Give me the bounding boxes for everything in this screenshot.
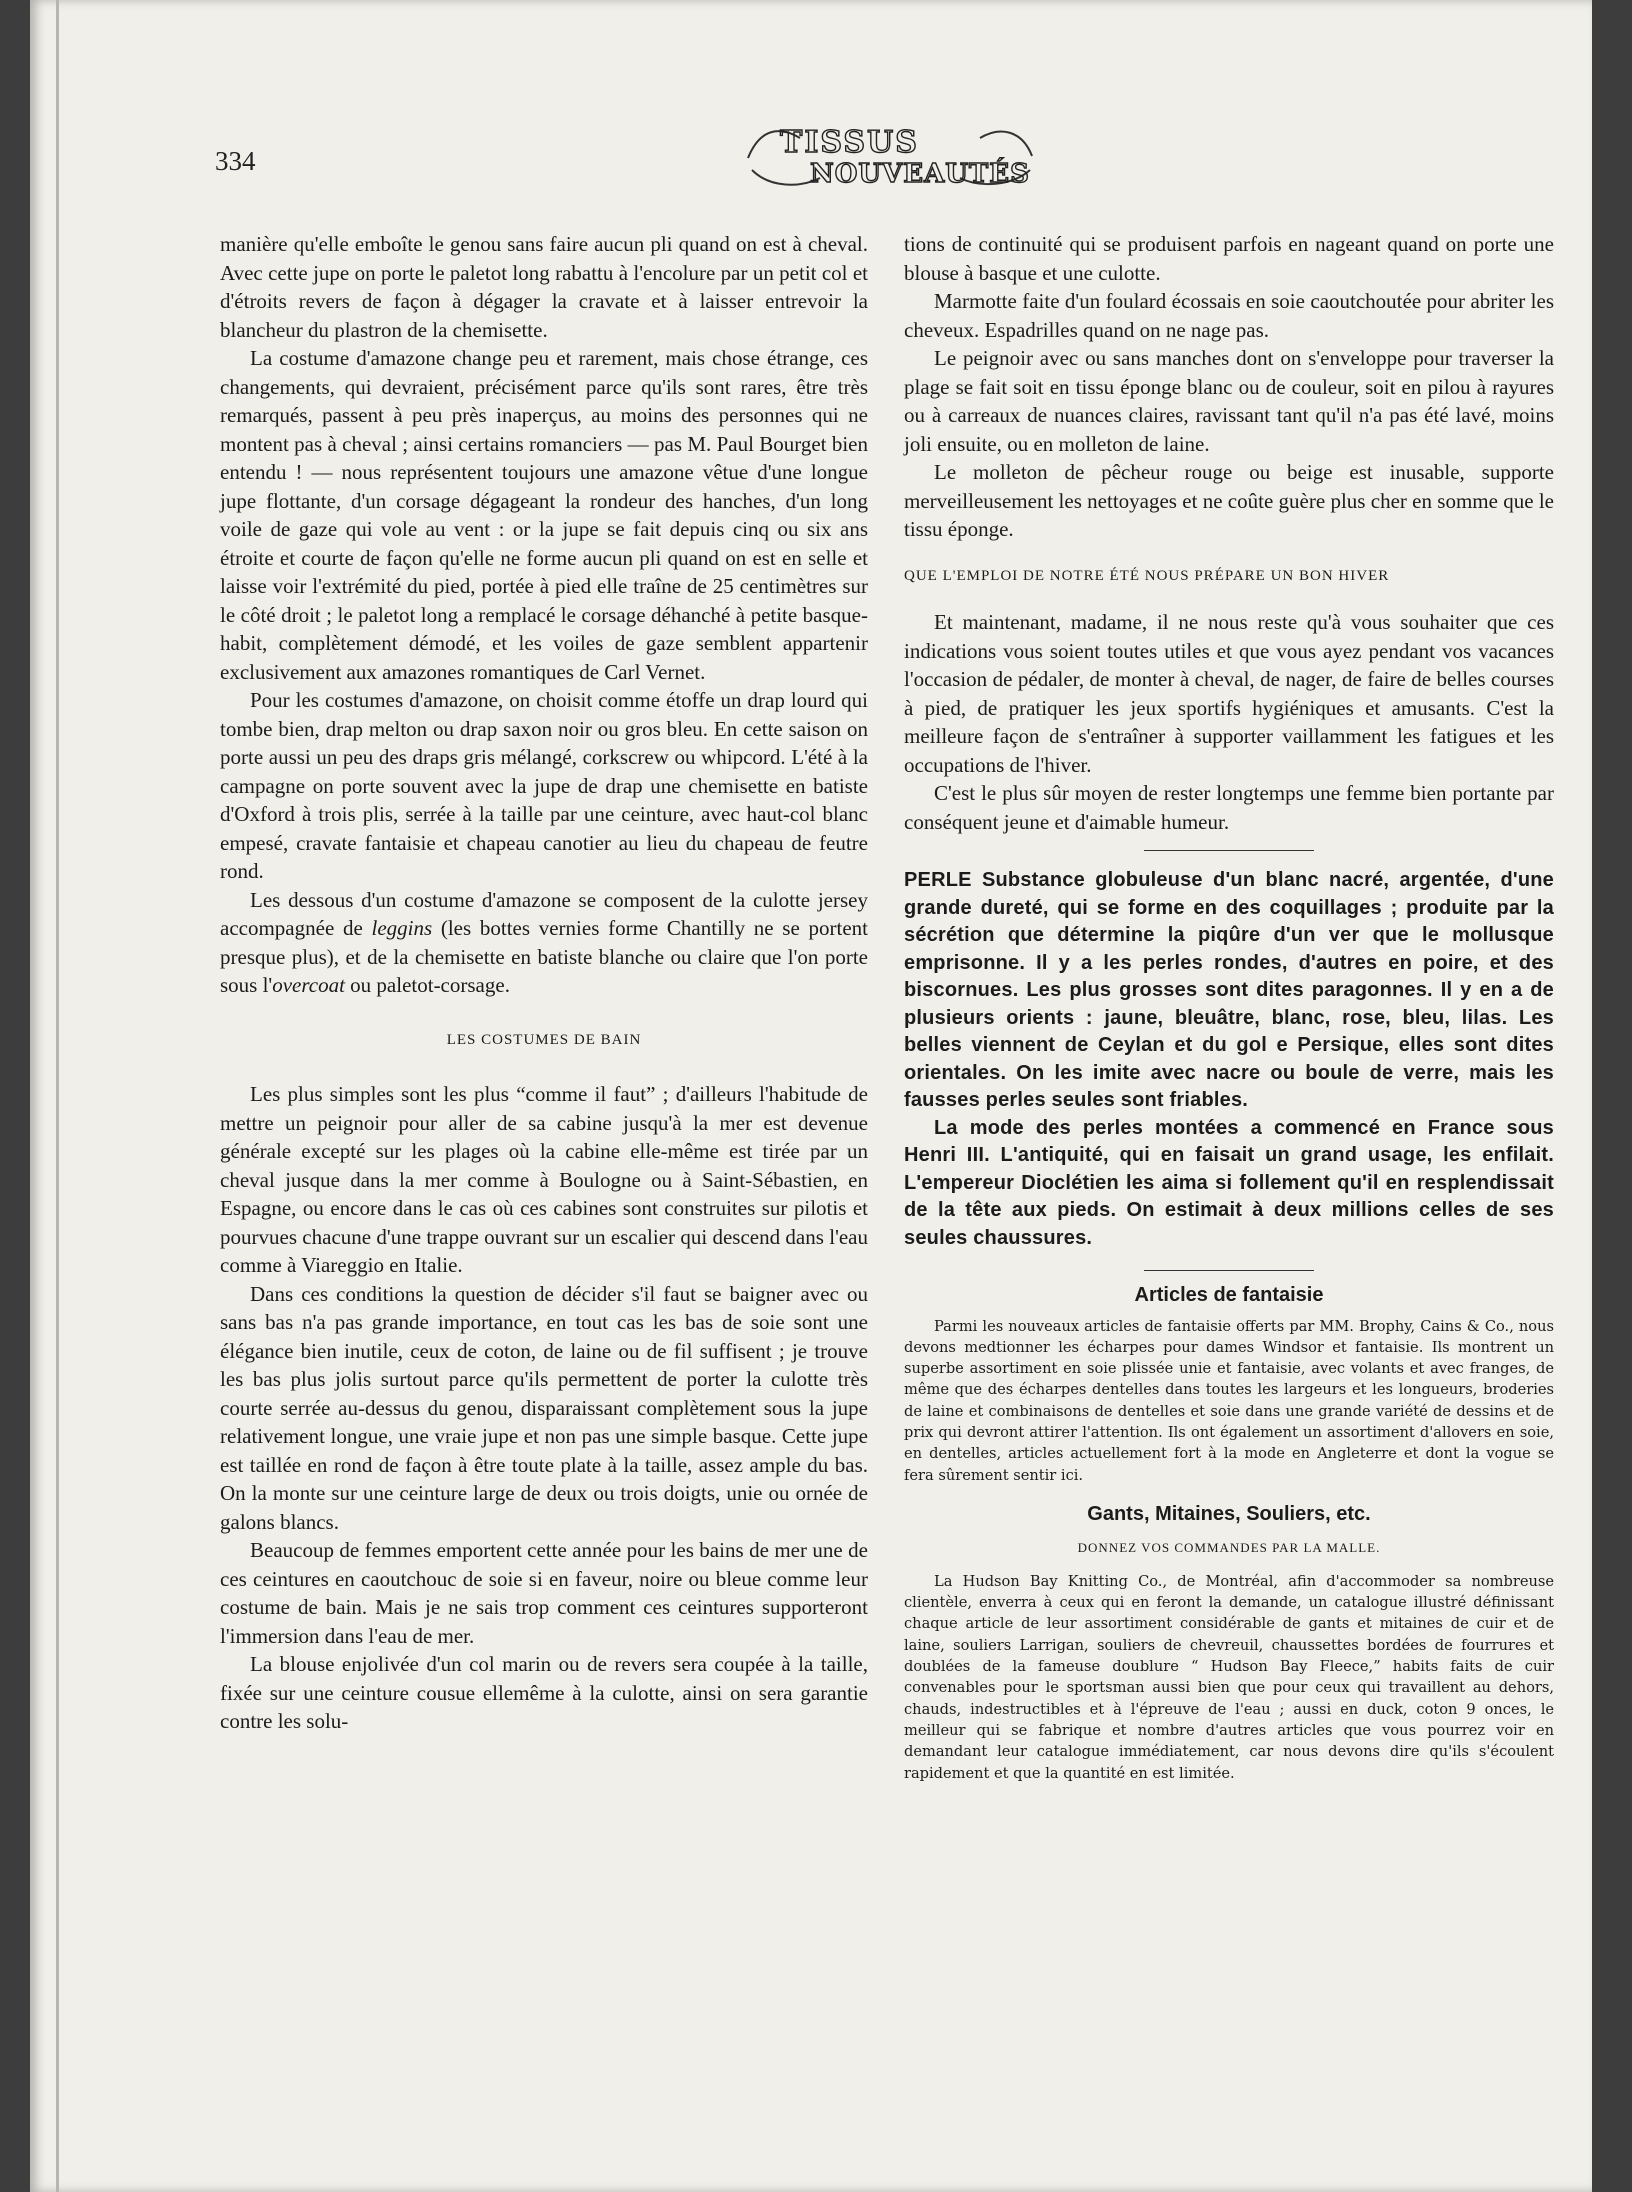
- paragraph: Beaucoup de femmes emportent cette année pour les bains de mer une de ces ceintures en caoutchouc de soie si en faveur, noire ou bleue comme leur costume de bain. Mais je ne sais trop comment ces ceintures supporteront l'immersion dans l'eau de mer.: [220, 1538, 868, 1648]
- paragraph: tions de continuité qui se produisent parfois en nageant quand on porte une blouse à basque et une culotte.: [904, 232, 1554, 285]
- articles-block: [904, 1316, 1554, 1486]
- gants-subtitle: DONNEZ VOS COMMANDES PAR LA MALLE.: [1077, 1540, 1381, 1556]
- svg-text:NOUVEAUTÉS: NOUVEAUTÉS: [810, 159, 1030, 189]
- text-run: ou paletot-corsage.: [344, 973, 510, 997]
- paragraph: Pour les costumes d'amazone, on choisit comme étoffe un drap lourd qui tombe bien, drap melton ou drap saxon noir ou gros bleu. En cette saison on porte aussi un peu des draps gris mélangé, corkscrew ou whipcord. L'été à la campagne on porte souvent avec la jupe de drap une chemisette en batiste d'Oxford à trois plis, serrée à la taille par une ceinture, avec haut-col blanc empesé, cravate fantaisie et chapeau canotier au lieu du chapeau de feutre rond.: [220, 688, 868, 883]
- section-heading: LES COSTUMES DE BAIN: [446, 1031, 642, 1048]
- paragraph: La Hudson Bay Knitting Co., de Montréal, afin d'accommoder sa nombreuse clientèle, enverra à ceux qui en feront la demande, un catalogue illustré définissant chaque article de leur assortiment considérable de gants et mitaines de cuir et de laine, souliers Larrigan, souliers de chevreuil, chaussettes bordées de fourrures et doublées de la fameuse doublure “ Hudson Bay Fleece,” habits faits de cuir convenables pour le sportsman aussi bien que pour ceux qui travaillent au dehors, chauds, indestructibles et à l'épreuve de l'eau ; aussi en duck, coton 9 onces, le meilleur qui se fabrique et nombre d'autres articles que vous pourrez voir en demandant leur catalogue immédiatement, car nous devons dire qu'ils s'écoulent rapidement et que la quantité en est limitée.: [904, 1572, 1554, 1782]
- paragraph: Marmotte faite d'un foulard écossais en soie caoutchoutée pour abriter les cheveux. Espadrilles quand on ne nage pas.: [904, 289, 1554, 342]
- paragraph: Les plus simples sont les plus “comme il faut” ; d'ailleurs l'habitude de mettre un peignoir pour aller de sa cabine jusqu'à la mer est devenue générale excepté sur les plages où la cabine elle-même est tirée par un cheval jusque dans la mer comme à Boulogne ou à Saint-Sébastien, en Espagne, ou encore dans le cas où ces cabines sont construites sur pilotis et pourvues chacune d'une trappe ouvrant sur un escalier qui descend dans l'eau comme à Viareggio en Italie.: [220, 1082, 868, 1277]
- paragraph: La mode des perles montées a commencé en France sous Henri III. L'antiquité, qui en faisait un grand usage, les enfilait. L'empereur Dioclétien les aima si follement qu'il en resplendissait de la tête aux pieds. On estimait à deux millions celles de ses seules chaussures.: [904, 1116, 1554, 1249]
- text-run: Substance globuleuse d'un blanc nacré, argentée, d'une grande dureté, qui se forme en des coquillages ; produite par la sécrétion que détermine la piqûre d'un ver que le mollusque emprisonne. Il y a les perles rondes, d'autres en poire, et des biscornues. Les plus grosses sont dites paragonnes. Il y en a de plusieurs orients : jaune, bleuâtre, blanc, rose, bleu, lilas. Les belles viennent de Ceylan et du gol e Persique, elles sont dites orientales. On les imite avec nacre ou boule de verre, mais les fausses perles seules sont friables.: [904, 869, 1554, 1111]
- left-column: [220, 230, 868, 1736]
- svg-text:TISSUS: TISSUS: [780, 125, 919, 160]
- right-column: [904, 230, 1554, 1784]
- paragraph: Parmi les nouveaux articles de fantaisie offerts par MM. Brophy, Cains & Co., nous devons medtionner les écharpes pour dames Windsor et fantaisie. Ils montrent un superbe assortiment en soie plissée unie et fantaisie, avec volants et avec franges, de même que des écharpes dentelles dans toutes les largeurs et les longueurs, broderies de laine et combinaisons de dentelles et soie dans une grande variété de dessins et de prix qui devront attirer l'attention. Ils ont également un assortiment d'allovers en soie, en dentelles, articles actuellement fort à la mode en Angleterre et dont la vogue se fera sûrement sentir ici.: [904, 1317, 1554, 1484]
- section-heading: QUE L'EMPLOI DE NOTRE ÉTÉ NOUS PRÉPARE UN BON HIVER: [904, 567, 1390, 584]
- perle-entry: [904, 867, 1554, 1252]
- entry-term: PERLE: [904, 869, 972, 891]
- gants-block: [904, 1571, 1554, 1784]
- paragraph: La costume d'amazone change peu et rarement, mais chose étrange, ces changements, qui devraient, précisément parce qu'ils sont rares, être très remarqués, passent à peu près inaperçus, au moins des personnes qui ne montent pas à cheval ; ainsi certains romanciers — pas M. Paul Bourget bien entendu ! — nous représentent toujours une amazone vêtue d'une longue jupe flottante, d'un corsage dégageant la rondeur des hanches, d'un long voile de gaze qui vole au vent : or la jupe se fait depuis cinq ou six ans étroite et courte de façon qu'elle ne forme aucun pli quand on est en selle et laisse voir l'extrémité du pied, portée à pied elle traîne de 25 centimètres sur le côté droit ; le paletot long a remplacé le corsage déhanché à petite basque-habit, complètement démodé, et les voiles de gaze semblent appartenir exclusivement aux amazones romantiques de Carl Vernet.: [220, 346, 868, 684]
- articles-title: Articles de fantaisie: [1134, 1284, 1324, 1306]
- text-run: (les bottes vernies forme Chantilly ne se portent presque plus), et de la chemisette en batiste blanche ou claire que l'on porte sous l': [220, 916, 868, 997]
- paragraph: Et maintenant, madame, il ne nous reste qu'à vous souhaiter que ces indications vous soient toutes utiles et que vous ayez pendant vos vacances l'occasion de pédaler, de monter à cheval, de nager, de faire de belles courses à pied, de pratiquer les jeux sportifs hygiéniques et amusants. C'est la meilleure façon de s'entraîner à supporter vaillamment les fatigues et les occupations de l'hiver.: [904, 610, 1554, 777]
- page: [30, 0, 1592, 2192]
- page-number: 334: [215, 146, 256, 176]
- paragraph: Le molleton de pêcheur rouge ou beige est inusable, supporte merveilleusement les nettoyages et ne coûte guère plus cher en somme que le tissu éponge.: [904, 460, 1554, 541]
- paragraph: La blouse enjolivée d'un col marin ou de revers sera coupée à la taille, fixée sur une ceinture cousue ellemême à la culotte, ainsi on sera garantie contre les solu-: [220, 1652, 868, 1733]
- italic-term: overcoat: [272, 973, 345, 997]
- paragraph: Dans ces conditions la question de décider s'il faut se baigner avec ou sans bas n'a pas grande importance, en tout cas les bas de soie sont une élégance bien inutile, ceux de coton, de laine ou de fil suffisent ; je trouve les bas plus jolis surtout parce qu'ils permettent de porter la culotte très courte serrée au-dessus du genou, disparaissant complètement sous la jupe relativement longue, une vraie jupe et non pas une simple basque. Cette jupe est taillée en rond de façon à être toute plate à la taille, assez ample du bas. On la monte sur une ceinture large de deux ou trois doigts, unie ou ornée de galons blancs.: [220, 1281, 868, 1534]
- text-run: Les dessous d'un costume d'amazone se composent de la culotte jersey accompagnée de: [220, 887, 868, 940]
- paragraph: C'est le plus sûr moyen de rester longtemps une femme bien portante par conséquent jeune et d'aimable humeur.: [904, 781, 1554, 834]
- italic-term: leggins: [371, 916, 433, 940]
- paragraph: manière qu'elle emboîte le genou sans faire aucun pli quand on est à cheval. Avec cette jupe on porte le paletot long rabattu à l'encolure par un petit col et d'étroits revers de façon à dégager la cravate et à laisser entrevoir la blancheur du plastron de la chemisette.: [220, 232, 868, 342]
- divider: [1144, 1270, 1314, 1271]
- divider: [1144, 850, 1314, 851]
- paragraph: Le peignoir avec ou sans manches dont on s'enveloppe pour traverser la plage se fait soit en tissu éponge blanc ou de couleur, soit en pilou à rayures ou à carreaux de nuances claires, ravissant tant qu'il n'a pas été lavé, moins joli ensuite, ou en molleton de laine.: [904, 346, 1554, 456]
- gants-title: Gants, Mitaines, Souliers, etc.: [1087, 1502, 1371, 1525]
- masthead-logo: [740, 118, 1040, 192]
- paragraph: [904, 867, 1554, 1115]
- paragraph: [220, 886, 868, 1000]
